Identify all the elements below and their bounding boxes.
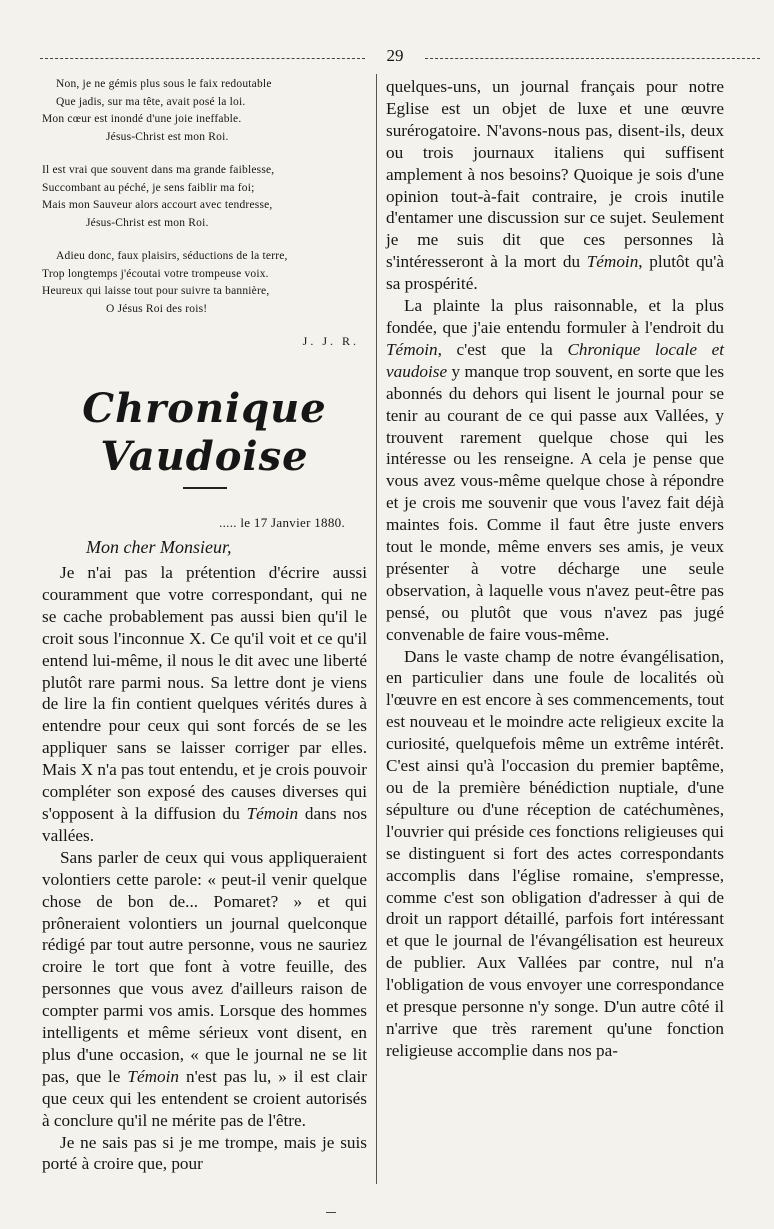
journal-name: Témoin (586, 252, 639, 272)
letter-paragraph-5: Dans le vaste champ de notre évangélisation, en particulier dans une foule de localités où l'œuvre en est encore à ses commencements, tout est nouveau et le moindre acte religieux excite la curiosité, quelquefois même un extrême intérêt. C'est ainsi qu'à l'occasion du premier baptême, ou de la première bénédiction nuptiale, d'une sépulture ou d'une réception de catéchumènes, l'ouvrier qui préside ces fonctions religieuses qui se distinguent si fort des actes correspondants accomplis dans l'église romaine, s'empresse, comme c'est son obligation d'adresser à qui de droit un rapport détaillé, parfois fort intéressant et que le journal de l'évangélisation est heureux de publier. Aux Vallées par contre, nul n'a l'obligation de vous envoyer une correspondance et presque personne n'y songe. D'un autre côté il n'arrive que très rarement qu'une fonction religieuse accomplie dans nos pa- (386, 646, 724, 1060)
poem-signature: J. J. R. (302, 334, 359, 348)
poem-refrain: Jésus-Christ est mon Roi. (86, 216, 209, 229)
title-rule (183, 487, 227, 489)
poem-line: Mais mon Sauveur alors accourt avec tendresse, (42, 199, 273, 211)
poem-line: Trop longtemps j'écoutai votre trompeuse voix. (42, 267, 269, 280)
poem-line: Non, je ne gémis plus sous le faix redoutable (56, 78, 272, 90)
right-column (386, 76, 724, 1062)
poem-stanza-2 (42, 162, 367, 232)
poem-line: Il est vrai que souvent dans ma grande faiblesse, (42, 164, 275, 176)
poem-stanza-1 (42, 76, 367, 146)
poem-line: Adieu donc, faux plaisirs, séductions de la terre, (56, 250, 288, 262)
journal-name: Témoin (246, 803, 299, 823)
column-divider (376, 74, 377, 1184)
letter-paragraph-4: La plainte la plus raisonnable, et la plus fondée, que j'aie entendu formuler à l'endroit du Témoin, c'est que la Chronique locale et vaudoise y manque trop souvent, en sorte que les abonnés du dehors qui lisent le journal pour se tenir au courant de ce qui passe aux Vallées, y trouvent rarement quelque chose qui les intéresse ou les renseigne. A cela je pense que vous avez vous-même quelque chose à répondre et je crois me souvenir que vous l'avez fait déjà maintes fois. Comme il faut être juste envers tout le monde, même envers ses amis, je veux présenter à votre décharge une seule observation, à laquelle vous n'avez peut-être pas pensé, ou plutôt que vous n'avez pas jugé convenable de faire vous-même. (386, 296, 725, 644)
letter-salutation: Mon cher Monsieur, (86, 537, 232, 557)
poem-line: Succombant au péché, je sens faiblir ma foi; (42, 181, 255, 194)
header-rule-right (425, 58, 760, 59)
poem-refrain: Jésus-Christ est mon Roi. (106, 130, 229, 143)
poem-refrain: O Jésus Roi des rois! (106, 302, 208, 315)
poem (42, 76, 367, 349)
poem-line: Heureux qui laisse tout pour suivre ta bannière, (42, 285, 270, 297)
page-header (40, 46, 760, 68)
journal-name: Témoin (386, 339, 438, 359)
left-column (42, 76, 367, 1175)
letter-paragraph-1: Je n'ai pas la prétention d'écrire aussi couramment que votre correspondant, qui ne se cache probablement pas aussi bien qu'il le croit sous l'inconnue X. Ce qu'il voit et ce qu'il entend lui-même, il nous le dit avec une liberté plutôt rare parmi nous. Sa lettre dont je viens de lire la fin contient quelques vérités dures à entendre pour ceux qui sont forcés de se les appliquer sans se laisser corriger par elles. Mais X n'a pas tout entendu, et je crois pouvoir compléter son exposé des causes diverses qui s'opposent à la diffusion du Témoin dans nos vallées. (42, 563, 368, 845)
poem-stanza-3 (42, 248, 367, 318)
bottom-mark (326, 1212, 336, 1213)
section-title: Chronique Vaudoise (82, 385, 327, 480)
poem-line: Mon cœur est inondé d'une joie ineffable. (42, 113, 242, 125)
letter-dateline: ..... le 17 Janvier 1880. (219, 515, 345, 530)
letter-paragraph-2: Sans parler de ceux qui vous appliqueraient volontiers cette parole: « peut-il venir quelque chose de bon de... Pomaret? » et qui prôneraient volontiers un journal quelconque rédigé par tout autre personne, vous ne sauriez croire le tort que font à votre feuille, des personnes que vous avez d'ailleurs raison de compter parmi vos amis. Lorsque des hommes intelligents et même sérieux vont disent, en plus d'une occasion, « que le journal ne se lit pas, que le Témoin n'est pas lu, » il est clair que ceux qui les entendent se croient autorisés à conclure qu'il ne mérite pas de l'être. (42, 847, 368, 1130)
page-number: 29 (386, 46, 404, 65)
journal-name: Témoin (127, 1066, 179, 1086)
header-rule-left (40, 58, 365, 59)
chronique-name: Chronique locale et vaudoise (386, 339, 724, 381)
letter-paragraph-3: Je ne sais pas si je me trompe, mais je suis porté à croire que, pour (42, 1132, 367, 1174)
poem-line: Que jadis, sur ma tête, avait posé la loi. (56, 95, 246, 108)
letter-paragraph-3-continued: quelques-uns, un journal français pour notre Eglise est un objet de luxe et une œuvre surérogatoire. N'avons-nous pas, disent-ils, deux ou trois journaux italiens qui suffisent amplement à nos besoins? Quoique je sois d'une opinion tout-à-fait contraire, je crois inutile d'entamer une discussion sur ce sujet. Seulement je me suis dit que ces personnes là s'intéresseront à la mort du Témoin, plutôt qu'à sa prospérité. (386, 77, 724, 294)
